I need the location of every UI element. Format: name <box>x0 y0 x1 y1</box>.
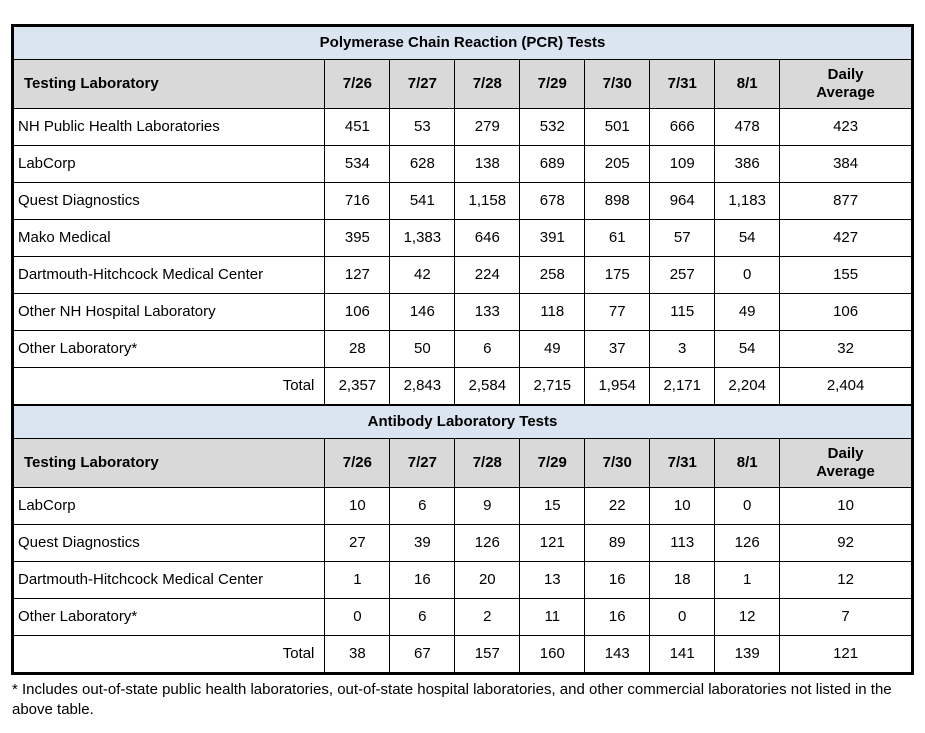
total-value-cell: 160 <box>520 636 585 673</box>
value-cell: 54 <box>715 331 780 368</box>
column-header-date: 7/30 <box>585 439 650 488</box>
value-cell: 532 <box>520 109 585 146</box>
column-header-date: 7/28 <box>455 439 520 488</box>
value-cell: 10 <box>325 488 390 525</box>
value-cell: 501 <box>585 109 650 146</box>
total-value-cell: 67 <box>390 636 455 673</box>
column-header-date: 7/27 <box>390 439 455 488</box>
table-row <box>14 599 912 636</box>
value-cell: 6 <box>455 331 520 368</box>
value-cell: 106 <box>325 294 390 331</box>
row-label: Quest Diagnostics <box>14 183 325 220</box>
column-header-date: 7/31 <box>650 60 715 109</box>
column-header-daily-average <box>780 439 912 488</box>
value-cell: 10 <box>780 488 912 525</box>
value-cell: 224 <box>455 257 520 294</box>
column-header-date: 7/29 <box>520 439 585 488</box>
value-cell: 126 <box>455 525 520 562</box>
value-cell: 32 <box>780 331 912 368</box>
row-label: NH Public Health Laboratories <box>14 109 325 146</box>
column-header-daily-average-label: Daily Average <box>816 445 875 480</box>
value-cell: 257 <box>650 257 715 294</box>
value-cell: 1 <box>715 562 780 599</box>
value-cell: 28 <box>325 331 390 368</box>
value-cell: 6 <box>390 599 455 636</box>
value-cell: 92 <box>780 525 912 562</box>
column-header-date: 7/26 <box>325 439 390 488</box>
value-cell: 964 <box>650 183 715 220</box>
value-cell: 50 <box>390 331 455 368</box>
value-cell: 54 <box>715 220 780 257</box>
total-row-label: Total <box>14 368 325 405</box>
total-value-cell: 2,171 <box>650 368 715 405</box>
value-cell: 0 <box>715 257 780 294</box>
column-header-date: 7/31 <box>650 439 715 488</box>
row-label: Quest Diagnostics <box>14 525 325 562</box>
value-cell: 0 <box>650 599 715 636</box>
pcr-tests-table <box>13 26 912 405</box>
value-cell: 9 <box>455 488 520 525</box>
value-cell: 1,158 <box>455 183 520 220</box>
value-cell: 27 <box>325 525 390 562</box>
column-header-date: 7/28 <box>455 60 520 109</box>
total-value-cell: 2,404 <box>780 368 912 405</box>
value-cell: 22 <box>585 488 650 525</box>
value-cell: 42 <box>390 257 455 294</box>
value-cell: 13 <box>520 562 585 599</box>
value-cell: 666 <box>650 109 715 146</box>
table-title: Polymerase Chain Reaction (PCR) Tests <box>14 27 912 60</box>
table-row <box>14 331 912 368</box>
value-cell: 109 <box>650 146 715 183</box>
value-cell: 127 <box>325 257 390 294</box>
value-cell: 391 <box>520 220 585 257</box>
total-value-cell: 1,954 <box>585 368 650 405</box>
total-value-cell: 157 <box>455 636 520 673</box>
value-cell: 20 <box>455 562 520 599</box>
total-value-cell: 2,584 <box>455 368 520 405</box>
value-cell: 12 <box>780 562 912 599</box>
row-label: Dartmouth-Hitchcock Medical Center <box>14 562 325 599</box>
value-cell: 534 <box>325 146 390 183</box>
value-cell: 395 <box>325 220 390 257</box>
total-value-cell: 2,204 <box>715 368 780 405</box>
value-cell: 49 <box>715 294 780 331</box>
value-cell: 6 <box>390 488 455 525</box>
table-row <box>14 183 912 220</box>
column-header-testing-laboratory: Testing Laboratory <box>14 60 325 109</box>
value-cell: 37 <box>585 331 650 368</box>
value-cell: 12 <box>715 599 780 636</box>
value-cell: 427 <box>780 220 912 257</box>
total-row <box>14 636 912 673</box>
row-label: Other Laboratory* <box>14 331 325 368</box>
value-cell: 1,183 <box>715 183 780 220</box>
value-cell: 1 <box>325 562 390 599</box>
value-cell: 118 <box>520 294 585 331</box>
table-row <box>14 109 912 146</box>
value-cell: 7 <box>780 599 912 636</box>
total-value-cell: 2,357 <box>325 368 390 405</box>
value-cell: 451 <box>325 109 390 146</box>
lab-tests-tables <box>11 24 914 675</box>
value-cell: 258 <box>520 257 585 294</box>
table-row <box>14 257 912 294</box>
total-value-cell: 38 <box>325 636 390 673</box>
value-cell: 628 <box>390 146 455 183</box>
table-title: Antibody Laboratory Tests <box>14 406 912 439</box>
antibody-tests-table <box>13 405 912 673</box>
value-cell: 898 <box>585 183 650 220</box>
row-label: Mako Medical <box>14 220 325 257</box>
value-cell: 386 <box>715 146 780 183</box>
column-header-testing-laboratory: Testing Laboratory <box>14 439 325 488</box>
value-cell: 11 <box>520 599 585 636</box>
value-cell: 678 <box>520 183 585 220</box>
total-row <box>14 368 912 405</box>
value-cell: 57 <box>650 220 715 257</box>
value-cell: 138 <box>455 146 520 183</box>
value-cell: 106 <box>780 294 912 331</box>
total-value-cell: 2,715 <box>520 368 585 405</box>
value-cell: 133 <box>455 294 520 331</box>
value-cell: 279 <box>455 109 520 146</box>
value-cell: 3 <box>650 331 715 368</box>
total-value-cell: 121 <box>780 636 912 673</box>
value-cell: 689 <box>520 146 585 183</box>
column-header-date: 7/30 <box>585 60 650 109</box>
row-label: LabCorp <box>14 146 325 183</box>
total-row-label: Total <box>14 636 325 673</box>
value-cell: 113 <box>650 525 715 562</box>
value-cell: 646 <box>455 220 520 257</box>
value-cell: 77 <box>585 294 650 331</box>
value-cell: 15 <box>520 488 585 525</box>
table-row <box>14 146 912 183</box>
value-cell: 478 <box>715 109 780 146</box>
value-cell: 16 <box>585 599 650 636</box>
value-cell: 18 <box>650 562 715 599</box>
table-row <box>14 220 912 257</box>
value-cell: 175 <box>585 257 650 294</box>
table-row <box>14 488 912 525</box>
value-cell: 61 <box>585 220 650 257</box>
value-cell: 115 <box>650 294 715 331</box>
value-cell: 423 <box>780 109 912 146</box>
value-cell: 0 <box>715 488 780 525</box>
value-cell: 2 <box>455 599 520 636</box>
row-label: Dartmouth-Hitchcock Medical Center <box>14 257 325 294</box>
column-header-date: 8/1 <box>715 439 780 488</box>
column-header-date: 7/26 <box>325 60 390 109</box>
total-value-cell: 141 <box>650 636 715 673</box>
table-row <box>14 562 912 599</box>
value-cell: 146 <box>390 294 455 331</box>
value-cell: 16 <box>585 562 650 599</box>
value-cell: 16 <box>390 562 455 599</box>
table-row <box>14 525 912 562</box>
row-label: Other NH Hospital Laboratory <box>14 294 325 331</box>
column-header-date: 7/29 <box>520 60 585 109</box>
value-cell: 10 <box>650 488 715 525</box>
table-row <box>14 294 912 331</box>
column-header-date: 7/27 <box>390 60 455 109</box>
value-cell: 53 <box>390 109 455 146</box>
value-cell: 89 <box>585 525 650 562</box>
value-cell: 0 <box>325 599 390 636</box>
value-cell: 716 <box>325 183 390 220</box>
column-header-daily-average-label: Daily Average <box>816 66 875 101</box>
footnote: * Includes out-of-state public health laboratories, out-of-state hospital laboratories, and other commercial laboratories not listed in the above table. <box>12 681 892 719</box>
total-value-cell: 139 <box>715 636 780 673</box>
total-value-cell: 143 <box>585 636 650 673</box>
value-cell: 205 <box>585 146 650 183</box>
total-value-cell: 2,843 <box>390 368 455 405</box>
value-cell: 384 <box>780 146 912 183</box>
value-cell: 1,383 <box>390 220 455 257</box>
row-label: LabCorp <box>14 488 325 525</box>
value-cell: 39 <box>390 525 455 562</box>
value-cell: 155 <box>780 257 912 294</box>
value-cell: 126 <box>715 525 780 562</box>
value-cell: 49 <box>520 331 585 368</box>
row-label: Other Laboratory* <box>14 599 325 636</box>
column-header-date: 8/1 <box>715 60 780 109</box>
value-cell: 541 <box>390 183 455 220</box>
value-cell: 877 <box>780 183 912 220</box>
value-cell: 121 <box>520 525 585 562</box>
column-header-daily-average <box>780 60 912 109</box>
